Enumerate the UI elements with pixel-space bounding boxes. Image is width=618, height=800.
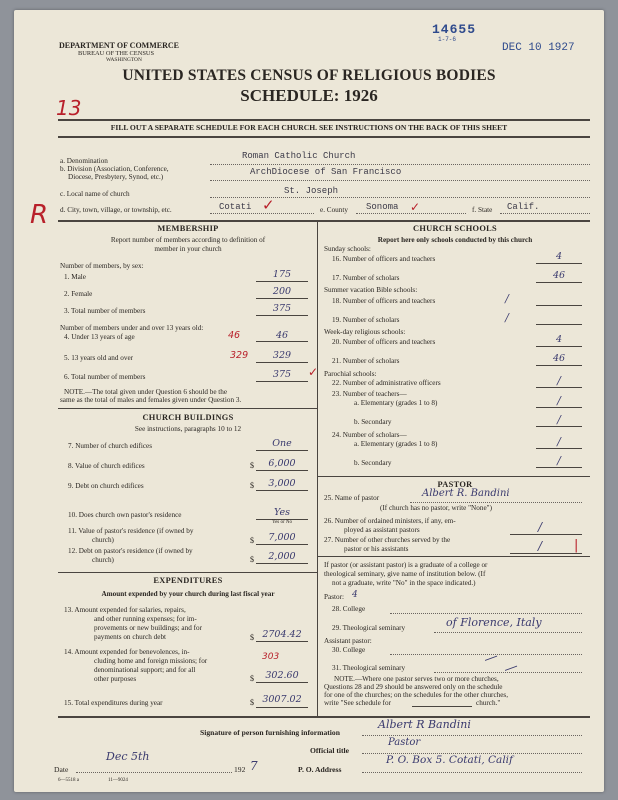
- q20-label: 20. Number of officers and teachers: [332, 338, 436, 346]
- stamp-sub: 1-7-6: [438, 36, 457, 43]
- date-stamp: DEC 10 1927: [502, 42, 575, 54]
- q11-label-2: church): [92, 536, 114, 544]
- membership-intro: Report number of members according to definition of: [110, 236, 266, 244]
- q29-value: of Florence, Italy: [446, 616, 542, 629]
- q12-line: [256, 563, 308, 564]
- q19-value: /: [505, 311, 509, 324]
- pastor-note-5: church.": [476, 699, 501, 707]
- q16-label: 16. Number of officers and teachers: [332, 255, 436, 263]
- q29-label: 29. Theological seminary: [332, 624, 406, 632]
- q6-line: [256, 381, 308, 382]
- rule: [58, 572, 317, 573]
- margin-note: 13: [56, 96, 82, 120]
- pastor-sub-label: Pastor:: [324, 593, 344, 601]
- q25-value: Albert R. Bandini: [422, 488, 510, 499]
- q8-value: 6,000: [268, 458, 296, 469]
- year-value: 7: [250, 759, 258, 773]
- q22-label: 22. Number of administrative officers: [332, 379, 441, 387]
- dollar-sign: $: [250, 698, 254, 707]
- rule: [58, 136, 590, 138]
- q18-label: 18. Number of officers and teachers: [332, 297, 436, 305]
- q15-label: 15. Total expenditures during year: [64, 699, 163, 707]
- schedule-title: SCHEDULE: 1926: [240, 86, 378, 105]
- local-name-label: c. Local name of church: [60, 190, 130, 198]
- q23a-line: [536, 407, 582, 408]
- q20-line: [536, 346, 582, 347]
- address-label: P. O. Address: [298, 765, 342, 774]
- q12-label-2: church): [92, 556, 114, 564]
- q9-line: [256, 490, 308, 491]
- q4-label: 4. Under 13 years of age: [64, 333, 135, 341]
- q12-value: 2,000: [268, 551, 296, 562]
- county-value: Sonoma: [366, 202, 399, 212]
- dollar-sign: $: [250, 633, 254, 642]
- q22-value: /: [557, 374, 561, 387]
- q31-dash: —: [501, 658, 521, 678]
- q17-label: 17. Number of scholars: [332, 274, 400, 282]
- q13-label: 13. Amount expended for salaries, repairs,: [64, 606, 186, 614]
- q25-line: [410, 502, 582, 503]
- q7-line: [256, 450, 308, 451]
- q16-value: 4: [555, 251, 563, 262]
- q10-label: 10. Does church own pastor's residence: [68, 511, 182, 519]
- q5-correction: 329: [230, 350, 249, 361]
- sunday-label: Sunday schools:: [324, 245, 371, 253]
- q8-line: [256, 470, 308, 471]
- membership-note: NOTE.—The total given under Question 6 should be the: [64, 388, 228, 396]
- q3-line: [256, 315, 308, 316]
- q23-label: 23. Number of teachers—: [332, 390, 407, 398]
- membership-title: MEMBERSHIP: [157, 224, 219, 233]
- q17-value: 46: [552, 270, 566, 281]
- q27-line: [510, 553, 582, 554]
- q5-value: 329: [272, 350, 292, 361]
- q3-label: 3. Total number of members: [64, 307, 146, 315]
- q13-label-4: payments on church debt: [94, 633, 167, 641]
- q30-dash: —: [481, 648, 501, 668]
- q23b-line: [536, 426, 582, 427]
- title-label: Official title: [310, 746, 350, 755]
- q14-line: [256, 682, 308, 683]
- q11-value: 7,000: [268, 532, 296, 543]
- q10-value: Yes: [274, 507, 290, 518]
- buildings-title: CHURCH BUILDINGS: [142, 413, 234, 422]
- q4-correction: 46: [228, 330, 241, 341]
- q14-label-2: cluding home and foreign missions; for: [94, 657, 208, 665]
- q8-label: 8. Value of church edifices: [68, 462, 145, 470]
- q14-value: 302.60: [265, 670, 299, 681]
- q31-label: 31. Theological seminary: [332, 664, 406, 672]
- q27-value: /: [538, 539, 543, 553]
- weekday-label: Week-day religious schools:: [324, 328, 406, 336]
- q13-label-3: provements or new buildings; and for: [94, 624, 202, 632]
- q24b-value: /: [557, 454, 561, 467]
- q24a-value: /: [557, 435, 561, 448]
- graduate-note: If pastor (or assistant pastor) is a graduate of a college or: [324, 561, 488, 569]
- q16-line: [536, 263, 582, 264]
- address-value: P. O. Box 5. Cotati, Calif: [386, 754, 513, 766]
- q10-hint: Yes or No: [271, 520, 293, 525]
- city-label: d. City, town, village, or township, etc.: [60, 206, 172, 214]
- q12-label: 12. Debt on pastor's residence (if owned by: [68, 547, 193, 555]
- assistant-label: Assistant pastor:: [324, 637, 372, 645]
- by-sex-label: Number of members, by sex:: [60, 262, 144, 270]
- q5-line: [256, 362, 308, 363]
- rule: [58, 119, 590, 121]
- q26-label-2: ployed as assistant pastors: [344, 526, 420, 534]
- q23b-value: /: [557, 413, 561, 426]
- q22-line: [536, 387, 582, 388]
- date-line: [76, 772, 232, 773]
- date-label: Date: [54, 765, 69, 774]
- dollar-sign: $: [250, 674, 254, 683]
- city-value: Cotati: [219, 202, 252, 212]
- q24b-line: [536, 467, 582, 468]
- expenditures-title: EXPENDITURES: [153, 576, 223, 585]
- q29-line: [434, 632, 582, 633]
- pastor-note-3: for one of the churches; on the schedules for the other churches,: [324, 691, 509, 699]
- form-title: UNITED STATES CENSUS OF RELIGIOUS BODIES: [122, 67, 496, 84]
- q15-line: [256, 707, 308, 708]
- q13-value: 2704.42: [262, 629, 302, 640]
- q6-label: 6. Total number of members: [64, 373, 146, 381]
- q18-line: [536, 305, 582, 306]
- q5-label: 5. 13 years old and over: [64, 354, 134, 362]
- q2-label: 2. Female: [64, 290, 93, 298]
- signature-value: Albert R Bandini: [378, 718, 471, 731]
- q28-label: 28. College: [332, 605, 366, 613]
- q9-label: 9. Debt on church edifices: [68, 482, 144, 490]
- q1-value: 175: [272, 269, 292, 280]
- bureau-label: BUREAU OF THE CENSUS: [78, 50, 155, 57]
- q14-label-3: denominational support; and for all: [94, 666, 196, 674]
- buildings-intro: See instructions, paragraphs 10 to 12: [134, 425, 242, 433]
- pastor-note: NOTE.—Where one pastor serves two or more churches,: [334, 675, 499, 683]
- division-label-2: Diocese, Presbytery, Synod, etc.): [68, 173, 164, 181]
- graduate-note-3: not a graduate, write "No" in the space indicated.): [332, 579, 476, 587]
- summer-label: Summer vacation Bible schools:: [324, 286, 418, 294]
- q14-label-4: other purposes: [94, 675, 137, 683]
- q14-label: 14. Amount expended for benevolences, in-: [64, 648, 190, 656]
- division-line: [210, 180, 590, 181]
- q1-label: 1. Male: [64, 273, 86, 281]
- q21-label: 21. Number of scholars: [332, 357, 400, 365]
- q18-value: /: [505, 292, 509, 305]
- red-tick: |: [574, 538, 579, 553]
- q4-value: 46: [275, 330, 289, 341]
- q19-label: 19. Number of scholars: [332, 316, 400, 324]
- stamp-number: 14655: [432, 22, 477, 37]
- dollar-sign: $: [250, 536, 254, 545]
- division-value: ArchDiocese of San Francisco: [250, 167, 402, 177]
- schools-intro: Report here only schools conducted by this church: [377, 236, 533, 244]
- membership-intro-2: member in your church: [154, 245, 222, 253]
- q24a-label: a. Elementary (grades 1 to 8): [354, 440, 438, 448]
- q1-line: [256, 281, 308, 282]
- q15-value: 3007.02: [262, 694, 302, 705]
- denomination-value: Roman Catholic Church: [242, 151, 356, 161]
- q17-line: [536, 282, 582, 283]
- q27-label: 27. Number of other churches served by the: [324, 536, 451, 544]
- q25-hint: (If church has no pastor, write "None"): [380, 504, 492, 512]
- check-mark: ✓: [410, 200, 421, 214]
- q13-label-2: and other running expenses; for im-: [94, 615, 197, 623]
- census-form-sheet: [14, 10, 604, 792]
- q24a-line: [536, 448, 582, 449]
- pastor-note-4: write "See schedule for: [324, 699, 391, 707]
- state-label: f. State: [472, 206, 493, 214]
- dollar-sign: $: [250, 555, 254, 564]
- q21-line: [536, 365, 582, 366]
- signature-label: Signature of person furnishing information: [200, 728, 340, 737]
- q11-line: [256, 544, 308, 545]
- q30-label: 30. College: [332, 646, 366, 654]
- age-intro: Number of members under and over 13 years old:: [60, 324, 204, 332]
- form-number-2: 11—9024: [108, 778, 128, 783]
- membership-note-2: same as the total of males and females given under Question 3.: [60, 396, 242, 404]
- year-prefix: 192: [234, 765, 246, 774]
- q9-value: 3,000: [268, 478, 296, 489]
- department-label: DEPARTMENT OF COMMERCE: [59, 41, 180, 50]
- q19-line: [536, 324, 582, 325]
- local-name-value: St. Joseph: [284, 186, 339, 196]
- pastor-note-2: Questions 28 and 29 should be answered only on the schedule: [324, 683, 503, 691]
- state-value: Calif.: [507, 202, 540, 212]
- graduate-note-2: theological seminary, give name of institution below. (If: [324, 570, 486, 578]
- q28-line: [390, 613, 582, 614]
- q26-line: [510, 534, 582, 535]
- q27-label-2: pastor or his assistants: [344, 545, 409, 553]
- q7-label: 7. Number of church edifices: [68, 442, 153, 450]
- q25-label: 25. Name of pastor: [324, 494, 380, 502]
- division-label: b. Division (Association, Conference,: [60, 165, 169, 173]
- q23b-label: b. Secondary: [354, 418, 392, 426]
- schools-title: CHURCH SCHOOLS: [412, 224, 497, 233]
- state-line: [500, 213, 590, 214]
- q23a-value: /: [557, 394, 561, 407]
- q6-value: 375: [272, 369, 292, 380]
- address-line: [362, 772, 582, 773]
- rule: [58, 220, 590, 222]
- q14-correction: 303: [262, 652, 280, 662]
- q3-value: 375: [272, 303, 292, 314]
- q26-label: 26. Number of ordained ministers, if any, em-: [324, 517, 456, 525]
- rule: [317, 476, 590, 477]
- column-divider: [317, 221, 318, 717]
- denomination-line: [210, 164, 590, 165]
- q2-value: 200: [272, 286, 292, 297]
- city-label: WASHINGTON: [106, 57, 142, 63]
- dollar-sign: $: [250, 461, 254, 470]
- check-mark: ✓: [262, 196, 275, 214]
- dollar-sign: $: [250, 481, 254, 490]
- instruction-banner: FILL OUT A SEPARATE SCHEDULE FOR EACH CHURCH. SEE INSTRUCTIONS ON THE BACK OF THIS SHEET: [110, 123, 508, 132]
- q24b-label: b. Secondary: [354, 459, 392, 467]
- pastor-mark: 4: [352, 590, 358, 600]
- q26-value: /: [538, 520, 543, 534]
- signature-line: [362, 735, 582, 736]
- note-blank: [412, 706, 472, 707]
- denomination-label: a. Denomination: [60, 157, 108, 165]
- rule: [58, 408, 317, 409]
- q20-value: 4: [555, 334, 563, 345]
- q21-value: 46: [552, 353, 566, 364]
- title-value: Pastor: [388, 737, 421, 748]
- q2-line: [256, 298, 308, 299]
- q23a-label: a. Elementary (grades 1 to 8): [354, 399, 438, 407]
- expenditures-intro: Amount expended by your church during last fiscal year: [101, 590, 275, 598]
- q24-label: 24. Number of scholars—: [332, 431, 407, 439]
- q4-line: [256, 341, 308, 342]
- check-mark: ✓: [308, 365, 319, 379]
- rule: [58, 716, 590, 718]
- pastor-title: PASTOR: [437, 480, 473, 489]
- county-label: e. County: [320, 206, 348, 214]
- q11-label: 11. Value of pastor's residence (if owned by: [68, 527, 194, 535]
- parochial-label: Parochial schools:: [324, 370, 377, 378]
- q13-line: [256, 641, 308, 642]
- form-number: 6—5518 a: [58, 778, 79, 783]
- q7-value: One: [272, 438, 292, 449]
- margin-mark: R: [30, 200, 49, 230]
- rule: [317, 556, 590, 557]
- date-value: Dec 5th: [106, 750, 150, 763]
